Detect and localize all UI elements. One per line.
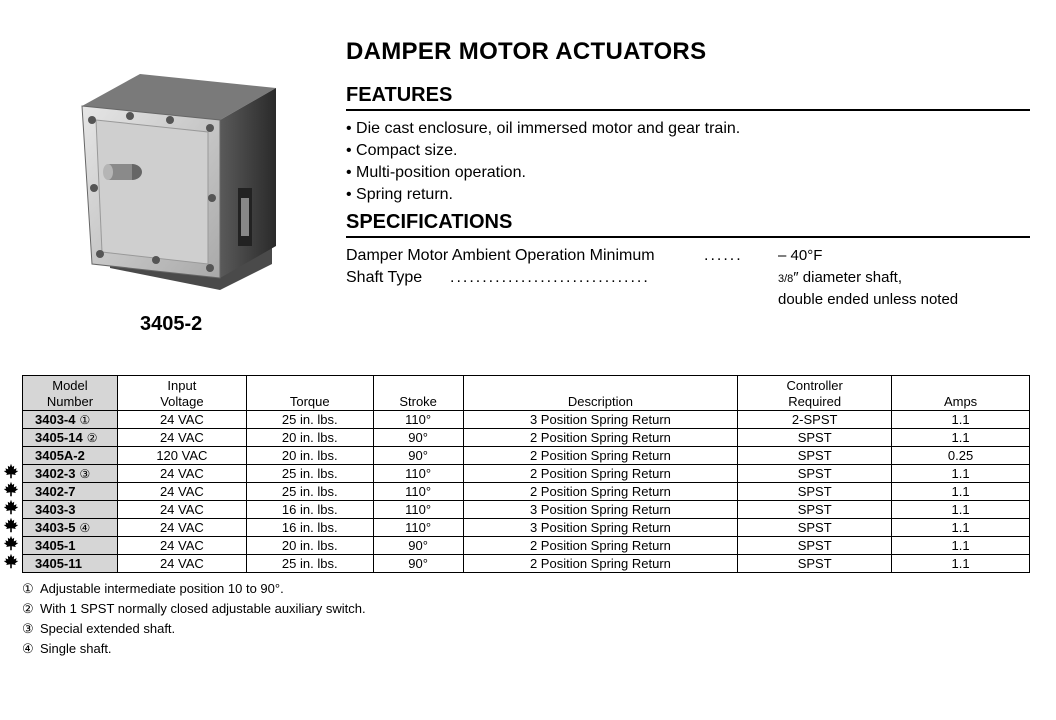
cell-description: 2 Position Spring Return bbox=[463, 429, 738, 447]
cell-torque: 25 in. lbs. bbox=[246, 555, 373, 573]
cell-controller: SPST bbox=[738, 519, 892, 537]
actuator-spec-table bbox=[22, 375, 1030, 573]
cell-description: 2 Position Spring Return bbox=[463, 465, 738, 483]
footnote-ref: ③ bbox=[79, 466, 91, 481]
cell-torque: 25 in. lbs. bbox=[246, 411, 373, 429]
cell-torque: 16 in. lbs. bbox=[246, 519, 373, 537]
cell-controller: SPST bbox=[738, 555, 892, 573]
cell-description: 2 Position Spring Return bbox=[463, 447, 738, 465]
cell-amps: 1.1 bbox=[892, 501, 1030, 519]
table-row bbox=[23, 447, 1030, 465]
footnote-ref: ④ bbox=[79, 520, 91, 535]
leader-dots: ...... bbox=[704, 247, 743, 264]
cell-amps: 1.1 bbox=[892, 537, 1030, 555]
table-row bbox=[23, 411, 1030, 429]
cell-amps: 1.1 bbox=[892, 483, 1030, 501]
cell-amps: 1.1 bbox=[892, 465, 1030, 483]
spec-value-line2: double ended unless noted bbox=[778, 291, 959, 308]
header-description: Description bbox=[463, 376, 738, 411]
fraction-value: 3/8 bbox=[778, 273, 794, 285]
footnote-ref: ② bbox=[86, 430, 98, 445]
header-voltage: Input Voltage bbox=[117, 376, 246, 411]
cell-model: 3405A-2 bbox=[23, 447, 118, 465]
cell-torque: 20 in. lbs. bbox=[246, 447, 373, 465]
cell-stroke: 110° bbox=[373, 483, 463, 501]
cell-torque: 20 in. lbs. bbox=[246, 429, 373, 447]
cell-model: 3403-3 bbox=[23, 501, 118, 519]
cell-amps: 0.25 bbox=[892, 447, 1030, 465]
table-row bbox=[23, 537, 1030, 555]
cell-controller: SPST bbox=[738, 501, 892, 519]
cell-model: 3405-1 bbox=[23, 537, 118, 555]
features-list bbox=[346, 118, 740, 206]
cell-description: 2 Position Spring Return bbox=[463, 537, 738, 555]
cell-voltage: 24 VAC bbox=[117, 465, 246, 483]
cell-description: 2 Position Spring Return bbox=[463, 483, 738, 501]
feature-item: • Spring return. bbox=[346, 184, 740, 206]
cell-voltage: 24 VAC bbox=[117, 429, 246, 447]
cell-amps: 1.1 bbox=[892, 429, 1030, 447]
cell-model: 3402-3 ③ bbox=[23, 465, 118, 483]
cell-torque: 20 in. lbs. bbox=[246, 537, 373, 555]
header-amps: Amps bbox=[892, 376, 1030, 411]
cell-controller: 2-SPST bbox=[738, 411, 892, 429]
cell-voltage: 24 VAC bbox=[117, 519, 246, 537]
cell-stroke: 90° bbox=[373, 447, 463, 465]
cell-voltage: 120 VAC bbox=[117, 447, 246, 465]
cell-description: 2 Position Spring Return bbox=[463, 555, 738, 573]
feature-item: • Die cast enclosure, oil immersed motor and gear train. bbox=[346, 118, 740, 140]
header-model: Model Number bbox=[23, 376, 118, 411]
features-heading: FEATURES bbox=[346, 84, 1030, 111]
maple-leaf-icon bbox=[3, 481, 19, 497]
footnote: ② With 1 SPST normally closed adjustable auxiliary switch. bbox=[22, 601, 366, 616]
maple-leaf-icon bbox=[3, 517, 19, 533]
cell-controller: SPST bbox=[738, 465, 892, 483]
page-title: DAMPER MOTOR ACTUATORS bbox=[346, 38, 707, 65]
cell-model: 3403-4 ① bbox=[23, 411, 118, 429]
cell-model: 3405-11 bbox=[23, 555, 118, 573]
footnote-ref: ① bbox=[79, 412, 91, 427]
cell-amps: 1.1 bbox=[892, 555, 1030, 573]
cell-voltage: 24 VAC bbox=[117, 555, 246, 573]
product-model-caption: 3405-2 bbox=[140, 313, 203, 335]
table-row bbox=[23, 555, 1030, 573]
cell-stroke: 110° bbox=[373, 501, 463, 519]
cell-description: 3 Position Spring Return bbox=[463, 519, 738, 537]
footnote: ③ Special extended shaft. bbox=[22, 621, 176, 636]
spec-value: – 40°F bbox=[778, 247, 823, 264]
table-row bbox=[23, 519, 1030, 537]
spec-label: Damper Motor Ambient Operation Minimum bbox=[346, 247, 655, 264]
cell-amps: 1.1 bbox=[892, 411, 1030, 429]
cell-voltage: 24 VAC bbox=[117, 483, 246, 501]
cell-torque: 16 in. lbs. bbox=[246, 501, 373, 519]
table-row bbox=[23, 483, 1030, 501]
leader-dots: ............................... bbox=[450, 269, 650, 286]
table-row bbox=[23, 465, 1030, 483]
header-stroke: Stroke bbox=[373, 376, 463, 411]
cell-model: 3403-5 ④ bbox=[23, 519, 118, 537]
cell-voltage: 24 VAC bbox=[117, 537, 246, 555]
maple-leaf-icon bbox=[3, 463, 19, 479]
cell-stroke: 110° bbox=[373, 519, 463, 537]
feature-item: • Multi-position operation. bbox=[346, 162, 740, 184]
cell-controller: SPST bbox=[738, 483, 892, 501]
cell-controller: SPST bbox=[738, 447, 892, 465]
footnote: ① Adjustable intermediate position 10 to 90°. bbox=[22, 581, 284, 596]
cell-torque: 25 in. lbs. bbox=[246, 483, 373, 501]
cell-voltage: 24 VAC bbox=[117, 501, 246, 519]
table-row bbox=[23, 429, 1030, 447]
specifications-heading: SPECIFICATIONS bbox=[346, 211, 1030, 238]
feature-item: • Compact size. bbox=[346, 140, 740, 162]
footnote: ④ Single shaft. bbox=[22, 641, 112, 656]
maple-leaf-icon bbox=[3, 499, 19, 515]
header-controller: Controller Required bbox=[738, 376, 892, 411]
cell-controller: SPST bbox=[738, 537, 892, 555]
cell-amps: 1.1 bbox=[892, 519, 1030, 537]
spec-value: 3/8″ diameter shaft, bbox=[778, 269, 902, 286]
cell-controller: SPST bbox=[738, 429, 892, 447]
cell-stroke: 90° bbox=[373, 555, 463, 573]
cell-model: 3402-7 bbox=[23, 483, 118, 501]
cell-model: 3405-14 ② bbox=[23, 429, 118, 447]
footnotes bbox=[22, 579, 366, 659]
header-torque: Torque bbox=[246, 376, 373, 411]
spec-label: Shaft Type bbox=[346, 269, 423, 286]
cell-stroke: 110° bbox=[373, 465, 463, 483]
table-row bbox=[23, 501, 1030, 519]
cell-stroke: 110° bbox=[373, 411, 463, 429]
cell-stroke: 90° bbox=[373, 429, 463, 447]
cell-description: 3 Position Spring Return bbox=[463, 411, 738, 429]
cell-stroke: 90° bbox=[373, 537, 463, 555]
cell-voltage: 24 VAC bbox=[117, 411, 246, 429]
cell-description: 3 Position Spring Return bbox=[463, 501, 738, 519]
maple-leaf-icon bbox=[3, 553, 19, 569]
damper-motor-photo bbox=[70, 68, 290, 300]
cell-torque: 25 in. lbs. bbox=[246, 465, 373, 483]
maple-leaf-icon bbox=[3, 535, 19, 551]
